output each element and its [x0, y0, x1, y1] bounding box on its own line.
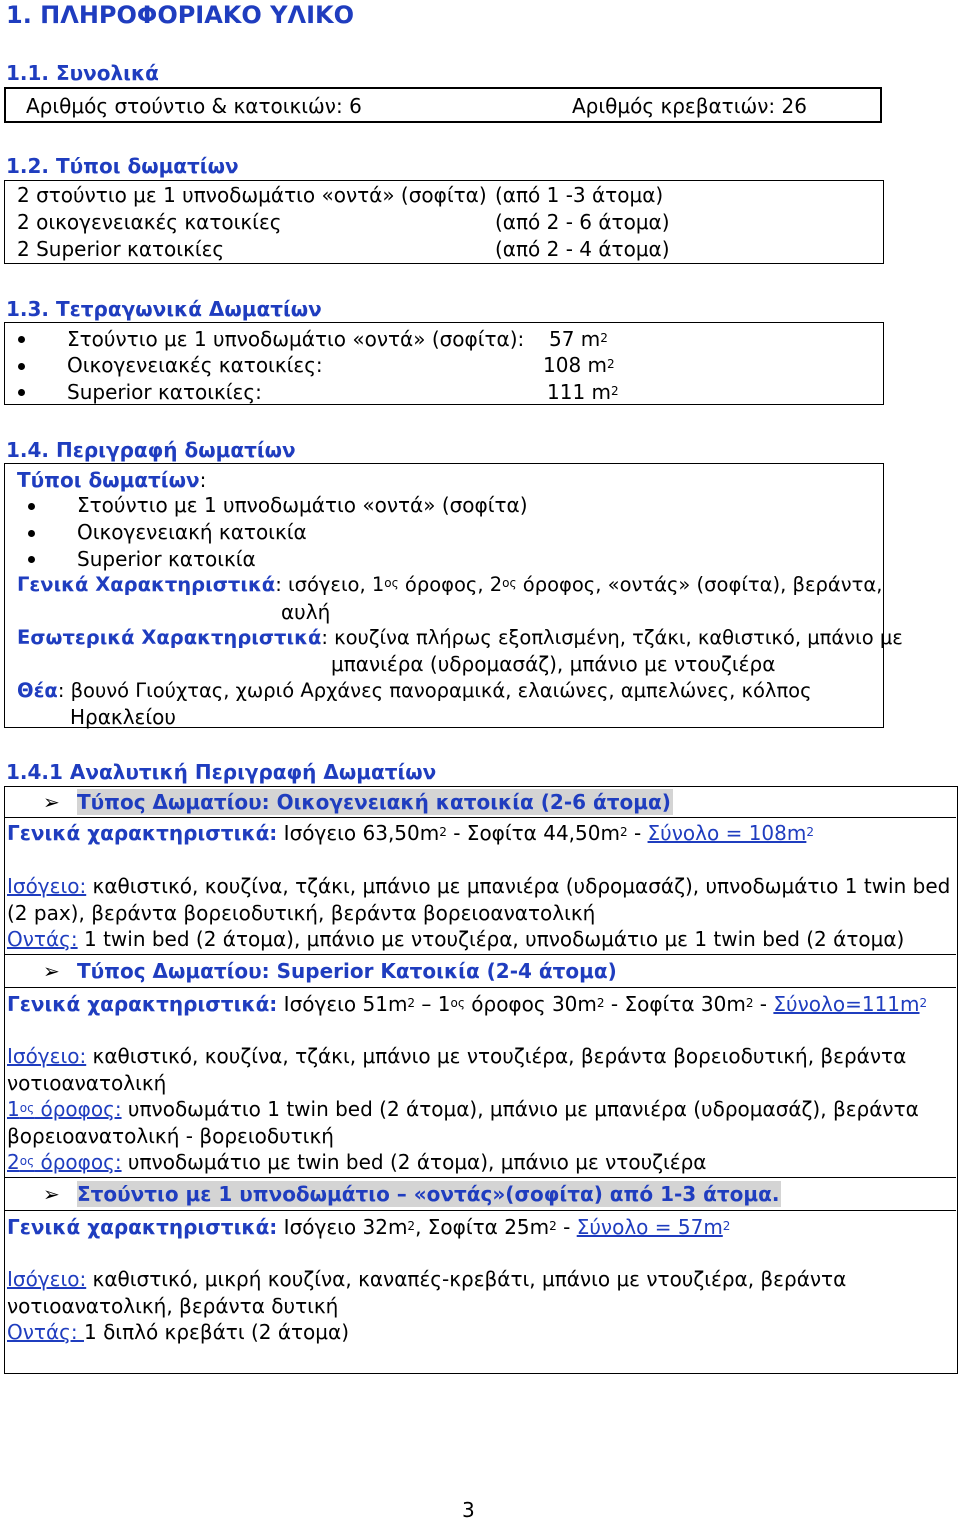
areas-box [4, 322, 884, 405]
section-heading-1-4: 1.4. Περιγραφή δωματίων [6, 438, 296, 462]
studio-general: Γενικά χαρακτηριστικά: Ισόγειο $32m^2$, Σοφίτα $25m^2 - \Sigma ύ\nu o\lambda o = 57m^2$ [7, 1215, 731, 1239]
family-general: Γενικά χαρακτηριστικά: Ισόγειο $63,50m^2$ - Σοφίτα $44,50m^2 - \Sigma ύ\nu o\lambda o = 108m^2$ [7, 821, 815, 845]
internal-features-cont: μπανιέρα (υδρομασάζ), μπάνιο με ντουζιέρα [331, 652, 776, 676]
room-type-studio-persons: (από 1 -3 άτομα) [495, 183, 664, 207]
section-heading-1-1: 1.1. Συνολικά [6, 61, 159, 85]
bullet-icon [28, 530, 35, 537]
general-features: Γενικά Χαρακτηριστικά: ισόγειο, $1^{o\varsigma}$ όροφος, $2^{o\varsigma}$ όροφος, «οντάς» (σοφίτα), βεράντα, [17, 573, 883, 596]
superior-ground: Ισόγειο: καθιστικό, κουζίνα, τζάκι, μπάνιο με ντουζιέρα, βεράντα βορειοδυτική, βεράντα [7, 1044, 907, 1068]
superior-general: Γενικά χαρακτηριστικά: Ισόγειο $51m^2 - 1^{o\varsigma}$ όροφος $30m^2$ - Σοφίτα $30m^2 - \Sigma ύ\nu o\lambda o=111m^2$ [7, 992, 928, 1016]
type-item-superior: Superior κατοικία [77, 547, 256, 571]
divider [5, 1177, 956, 1178]
arrow-bullet-icon: ➢ [43, 1182, 60, 1206]
types-label: Τύποι δωματίων: [17, 468, 207, 492]
room-type-studio: 2 στούντιο με 1 υπνοδωμάτιο «οντά» (σοφίτα) [17, 183, 487, 207]
divider [5, 954, 956, 955]
section-heading-1-2: 1.2. Τύποι δωματίων [6, 154, 239, 178]
bullet-icon [28, 503, 35, 510]
studio-loft: Οντάς: 1 διπλό κρεβάτι (2 άτομα) [7, 1320, 350, 1344]
area-label-superior: Superior κατοικίες: [67, 380, 262, 404]
totals-box [4, 87, 882, 123]
studios-count: Αριθμός στούντιο & κατοικιών: 6 [26, 94, 362, 118]
bullet-icon [18, 363, 25, 370]
type-item-family: Οικογενειακή κατοικία [77, 520, 307, 544]
studio-ground: Ισόγειο: καθιστικό, μικρή κουζίνα, καναπές-κρεβάτι, μπάνιο με ντουζιέρα, βεράντα [7, 1267, 847, 1291]
family-ground: Ισόγειο: καθιστικό, κουζίνα, τζάκι, μπάνιο με μπανιέρα (υδρομασάζ), υπνοδωμάτιο 1 twin bed [7, 874, 951, 898]
page-title: 1. ΠΛΗΡΟΦΟΡΙΑΚΟ ΥΛΙΚΟ [6, 1, 355, 29]
room-type-superior: 2 Superior κατοικίες [17, 237, 225, 261]
section-heading-1-3: 1.3. Τετραγωνικά Δωματίων [6, 297, 322, 321]
bullet-icon [18, 336, 25, 343]
arrow-bullet-icon: ➢ [43, 959, 60, 983]
bullet-icon [18, 389, 25, 396]
beds-count: Αριθμός κρεβατιών: 26 [572, 94, 807, 118]
section-heading-1-4-1: 1.4.1 Αναλυτική Περιγραφή Δωματίων [6, 760, 437, 784]
divider [5, 987, 956, 988]
area-label-studio: Στούντιο με 1 υπνοδωμάτιο «οντά» (σοφίτα): [67, 327, 525, 351]
superior-title: Τύπος Δωματίου: Superior Κατοικία (2-4 άτομα) [77, 959, 617, 983]
description-box [4, 463, 903, 729]
area-value-family: 108 $m^2$ [543, 353, 615, 377]
superior-floor-2: $2^{o\varsigma}$ όροφος: υπνοδωμάτιο με twin bed (2 άτομα), μπάνιο με ντουζιέρα [7, 1150, 707, 1174]
room-type-family-persons: (από 2 - 6 άτομα) [495, 210, 670, 234]
bullet-icon [28, 556, 35, 563]
general-features-cont: αυλή [281, 600, 331, 624]
room-type-family: 2 οικογενειακές κατοικίες [17, 210, 282, 234]
arrow-bullet-icon: ➢ [43, 790, 60, 814]
studio-title: Στούντιο με 1 υπνοδωμάτιο – «οντάς»(σοφίτα) από 1-3 άτομα. [77, 1182, 780, 1206]
area-value-superior: 111 $m^2$ [547, 380, 619, 404]
page-number: 3 [462, 1498, 475, 1522]
view-features: Θέα: βουνό Γιούχτας, χωριό Αρχάνες πανοραμικά, ελαιώνες, αμπελώνες, κόλπος [17, 679, 812, 702]
room-type-superior-persons: (από 2 - 4 άτομα) [495, 237, 670, 261]
family-loft: Οντάς: 1 twin bed (2 άτομα), μπάνιο με ντουζιέρα, υπνοδωμάτιο με 1 twin bed (2 άτομα) [7, 927, 905, 951]
type-item-studio: Στούντιο με 1 υπνοδωμάτιο «οντά» (σοφίτα) [77, 493, 528, 517]
studio-ground-cont: νοτιοανατολική, βεράντα δυτική [7, 1294, 339, 1318]
area-label-family: Οικογενειακές κατοικίες: [67, 353, 323, 377]
superior-floor-1: $1^{o\varsigma}$ όροφος: υπνοδωμάτιο 1 twin bed (2 άτομα), μπάνιο με μπανιέρα (υδρομασάζ), βεράντα [7, 1097, 919, 1121]
area-value-studio: 57 $m^2$ [549, 327, 608, 351]
divider [5, 1210, 956, 1211]
family-ground-cont: (2 pax), βεράντα βορειοδυτική, βεράντα βορειοανατολική [7, 901, 596, 925]
superior-floor-1-cont: βορειοανατολική - βορειοδυτική [7, 1124, 334, 1148]
internal-features: Εσωτερικά Χαρακτηριστικά: κουζίνα πλήρως εξοπλισμένη, τζάκι, καθιστικό, μπάνιο με [17, 626, 903, 649]
divider [5, 817, 956, 818]
superior-ground-cont: νοτιοανατολική [7, 1071, 167, 1095]
family-title: Τύπος Δωματίου: Οικογενειακή κατοικία (2-6 άτομα) [77, 790, 671, 814]
detailed-description-box [4, 786, 958, 1374]
view-features-cont: Ηρακλείου [70, 705, 176, 729]
room-types-box [4, 180, 884, 264]
